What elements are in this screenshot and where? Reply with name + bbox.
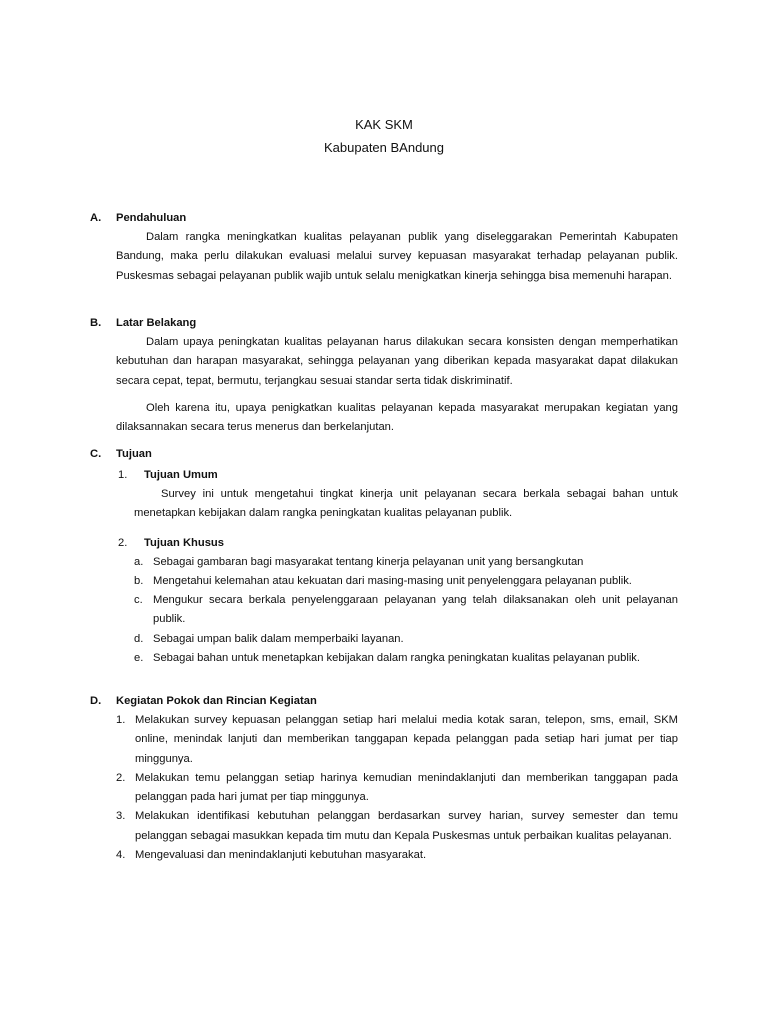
list-item xyxy=(116,846,678,865)
section-heading xyxy=(90,208,678,228)
tujuan-khusus-list xyxy=(134,553,678,669)
document-title: KAK SKM xyxy=(355,117,413,132)
section-title: Kegiatan Pokok dan Rincian Kegiatan xyxy=(116,695,317,707)
list-item xyxy=(134,572,678,591)
list-text: Melakukan identifikasi kebutuhan pelanggan berdasarkan survey harian, survey semester dan temu pelanggan sebagai masukkan kepada tim mutu dan Kepala Puskesmas untuk perbaikan kualitas pelayanan. xyxy=(135,810,678,842)
section-heading xyxy=(90,444,678,464)
list-text: Sebagai umpan balik dalam memperbaiki layanan. xyxy=(153,632,404,645)
paragraph: Dalam rangka meningkatkan kualitas pelayanan publik yang diseleggarakan Pemerintah Kabupaten Bandung, maka perlu dilakukan evaluasi melalui survey kepuasan masyarakat terhadap pelayanan publik. Puskesmas sebagai pelayanan publik wajib untuk selalu menigkatkan kinerja sehingga bisa memenuhi harapan. xyxy=(116,231,678,282)
list-item xyxy=(134,553,678,572)
subsection-number: 2. xyxy=(118,536,128,549)
list-marker: 4. xyxy=(116,849,126,862)
list-marker: d. xyxy=(134,632,144,645)
list-marker: c. xyxy=(134,594,143,607)
list-marker: b. xyxy=(134,574,144,587)
list-marker: 1. xyxy=(116,714,126,726)
list-marker: 3. xyxy=(116,810,126,823)
subsection-title: Tujuan Umum xyxy=(144,469,218,481)
section-heading xyxy=(90,313,678,333)
subsection-heading-tujuan-khusus xyxy=(90,534,678,553)
section-letter: B. xyxy=(90,317,102,329)
section-heading xyxy=(90,691,678,711)
list-item xyxy=(134,649,678,668)
list-text: Melakukan temu pelanggan setiap harinya kemudian menindaklanjuti dan memberikan tanggapan pada pelanggan pada hari jumat per tiap minggunya. xyxy=(135,771,678,804)
paragraph: Dalam upaya peningkatan kualitas pelayanan harus dilakukan secara konsisten dengan memperhatikan kebutuhan dan harapan masyarakat, sehingga pelayanan yang diberikan kepada masyarakat dapat dilakukan secara cepat, tepat, bermutu, terjangkau sesuai standar serta tidak diskriminatif. xyxy=(116,336,678,387)
list-marker: 2. xyxy=(116,771,126,784)
subsection-title: Tujuan Khusus xyxy=(144,536,224,549)
list-item xyxy=(134,591,678,630)
list-text: Melakukan survey kepuasan pelanggan setiap hari melalui media kotak saran, telepon, sms, email, SKM online, menindak lanjuti dan memberikan tanggapan kepada pelanggan pada setiap hari jumat per tiap minggunya. xyxy=(135,714,678,765)
list-text: Mengetahui kelemahan atau kekuatan dari masing-masing unit penyelenggara pelayanan publik. xyxy=(153,574,632,587)
subsection-number: 1. xyxy=(118,469,128,481)
list-text: Sebagai gambaran bagi masyarakat tentang kinerja pelayanan unit yang bersangkutan xyxy=(153,555,584,568)
list-marker: e. xyxy=(134,652,144,665)
paragraph: Oleh karena itu, upaya penigkatkan kualitas pelayanan kepada masyarakat merupakan kegiatan yang dilaksannakan secara terus menerus dan berkelanjutan. xyxy=(116,401,678,434)
section-letter: A. xyxy=(90,212,102,224)
section-letter: D. xyxy=(90,695,102,707)
list-item xyxy=(134,630,678,649)
list-text: Sebagai bahan untuk menetapkan kebijakan dalam rangka peningkatan kualitas pelayanan publik. xyxy=(153,652,641,665)
kegiatan-list xyxy=(116,711,678,865)
section-pendahuluan xyxy=(90,208,678,286)
section-letter: C. xyxy=(90,448,102,460)
list-marker: a. xyxy=(134,555,144,568)
list-text: Mengukur secara berkala penyelenggaraan pelayanan yang telah dilaksanakan oleh unit pelayanan publik. xyxy=(153,594,678,626)
section-kegiatan-pokok xyxy=(90,691,678,865)
list-item xyxy=(116,711,678,769)
list-item xyxy=(116,807,678,846)
section-tujuan xyxy=(90,444,678,668)
section-title: Pendahuluan xyxy=(116,212,187,224)
document-subtitle: Kabupaten BAndung xyxy=(324,140,444,155)
section-title: Latar Belakang xyxy=(116,317,197,329)
list-text: Mengevaluasi dan menindaklanjuti kebutuhan masyarakat. xyxy=(135,849,427,862)
section-latar-belakang xyxy=(90,313,678,437)
list-item xyxy=(116,769,678,808)
paragraph: Survey ini untuk mengetahui tingkat kinerja unit pelayanan secara berkala sebagai bahan untuk menetapkan kebijakan dalam rangka peningkatan kualitas pelayanan publik. xyxy=(134,488,678,520)
subsection-heading-tujuan-umum xyxy=(90,466,678,485)
section-title: Tujuan xyxy=(116,448,152,460)
